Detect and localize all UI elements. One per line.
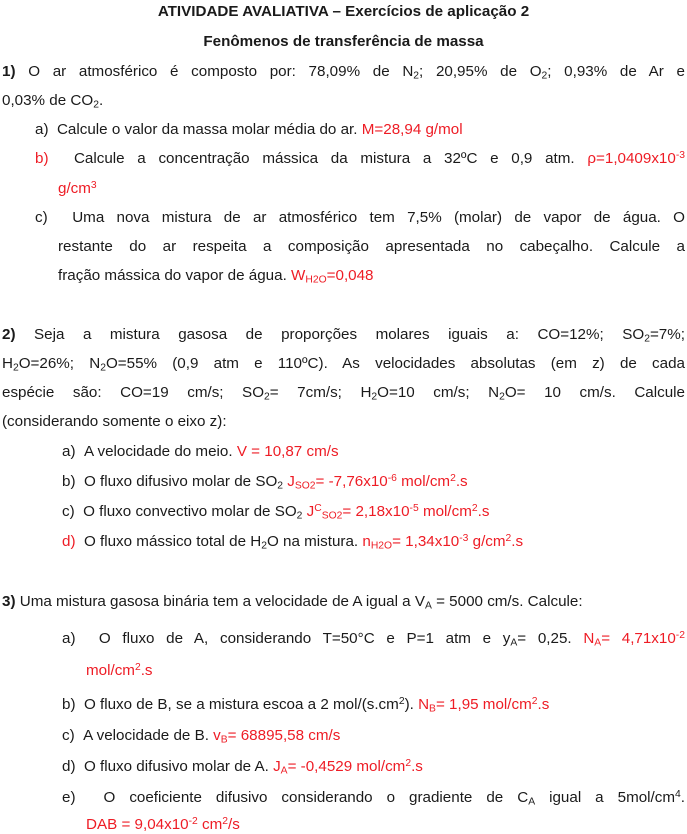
q3-item-d: d) O fluxo difusivo molar de A. $J_A= -0,4529$ mol/$cm^2.s$ <box>62 757 423 777</box>
q3-number: 3) <box>2 593 16 610</box>
q2-intro-line1: 2) Seja a mistura gasosa de proporções molares iguais a: CO=12%; $SO_2=7\%$; <box>2 326 685 345</box>
q3-item-a-unit: mol/$cm^2.s$ <box>86 661 153 679</box>
page-subtitle: Fenômenos de transferência de massa <box>203 33 484 50</box>
q2-intro-line4: (considerando somente o eixo z): <box>2 413 227 430</box>
q3-item-e: e) O coeficiente difusivo considerando o gradiente de $C_A$ igual a $5mol/cm^4$. <box>62 788 685 808</box>
q2-item-b: b) O fluxo difusivo molar de $SO_2$ $J_{SO2}= -7,76x10^{-6}$ mol/$cm^2.s$ <box>62 472 468 492</box>
q2-item-c: c) O fluxo convectivo molar de $SO_2$ $J^C_{SO2}= 2,18x10^{-5}$ mol/$cm^2.s$ <box>62 502 490 522</box>
q1-intro-line2: 0,03% de $CO_2$. <box>2 92 104 111</box>
q3-item-c: c) A velocidade de B. $v_B= 68895,58$ cm/s <box>62 727 341 746</box>
q3-d-answer: $J_A= -0,4529$ mol/$cm^2.s$ <box>273 757 423 777</box>
q2-b-answer: $J_{SO2}= -7,76x10^{-6}$ mol/$cm^2.s$ <box>287 472 468 492</box>
page-title: ATIVIDADE AVALIATIVA – Exercícios de aplicação 2 <box>157 3 530 20</box>
q1-b-answer: $\rho=1,0409x10^{-3}$ <box>587 149 685 167</box>
q3-c-answer: $v_B= 68895,58$ cm/s <box>213 727 341 746</box>
q3-item-b: b) O fluxo de B, se a mistura escoa a 2 mol/$(s.cm^2)$. $N_B= 1,95$ mol/$cm^2.s$ <box>62 695 550 715</box>
q3-a-answer: $N_A= 4,71x10^{-2}$ <box>583 629 685 649</box>
q1-c-answer: $W_{H2O}=0,048$ <box>291 267 374 286</box>
q3-b-answer: $N_B= 1,95$ mol/$cm^2.s$ <box>418 695 550 715</box>
q1-item-c-line2: restante do ar respeita a composição apresentada no cabeçalho. Calcule a <box>58 238 685 255</box>
q1-item-a: a) Calcule o valor da massa molar média do ar. M=28,94 g/mol <box>35 121 463 138</box>
q2-number: 2) <box>2 326 16 343</box>
q1-item-c-line1: c) Uma nova mistura de ar atmosférico tem 7,5% (molar) de vapor de água. O <box>35 209 685 226</box>
q1-item-b: b) Calcule a concentração mássica da mistura a 32ºC e 0,9 atm. $\rho=1,0409x10^{-3}$ <box>35 149 685 167</box>
q1-a-answer: M=28,94 g/mol <box>361 121 463 138</box>
q3-intro: 3) Uma mistura gasosa binária tem a velocidade de A igual a $V_A = 5000$ cm/s. Calcule: <box>2 593 583 612</box>
q2-c-answer: $J^C_{SO2}= 2,18x10^{-5}$ mol/$cm^2.s$ <box>306 502 490 522</box>
q3-item-a: a) O fluxo de A, considerando T=50°C e P=1 atm e $y_A= 0,25$. $N_A= 4,71x10^{-2}$ <box>62 629 685 649</box>
q2-intro-line2: $H_2O=26\%$; $N_2O=55\%$ (0,9 atm e 110ºC). As velocidades absolutas (em z) de cada <box>2 355 685 374</box>
q2-item-a: a) A velocidade do meio. V = 10,87 cm/s <box>62 443 339 460</box>
q1-number: 1) <box>2 63 16 80</box>
q3-item-e-answer: DAB = $9,04x10^{-2}$ $cm^2/s$ <box>86 815 240 833</box>
q2-intro-line3: espécie são: CO=19 cm/s; $SO_2= 7cm/s$; $H_2O=10$ cm/s; $N_2O= 10$ cm/s. Calcule <box>2 384 685 403</box>
q2-d-answer: $n_{H2O}= 1,34x10^{-3}$ $g/cm^2.s$ <box>362 532 524 552</box>
q1-item-b-unit: $g/cm^3$ <box>58 179 97 197</box>
q1-intro-line1: 1) O ar atmosférico é composto por: 78,09% de $N_2$; 20,95% de $O_2$; 0,93% de Ar e <box>2 63 685 82</box>
q2-item-d: d) O fluxo mássico total de $H_2O$ na mistura. $n_{H2O}= 1,34x10^{-3}$ $g/cm^2.s$ <box>62 532 524 552</box>
q2-a-answer: V = 10,87 cm/s <box>236 443 339 460</box>
q1-item-c-line3: fração mássica do vapor de água. $W_{H2O}=0,048$ <box>58 267 374 286</box>
